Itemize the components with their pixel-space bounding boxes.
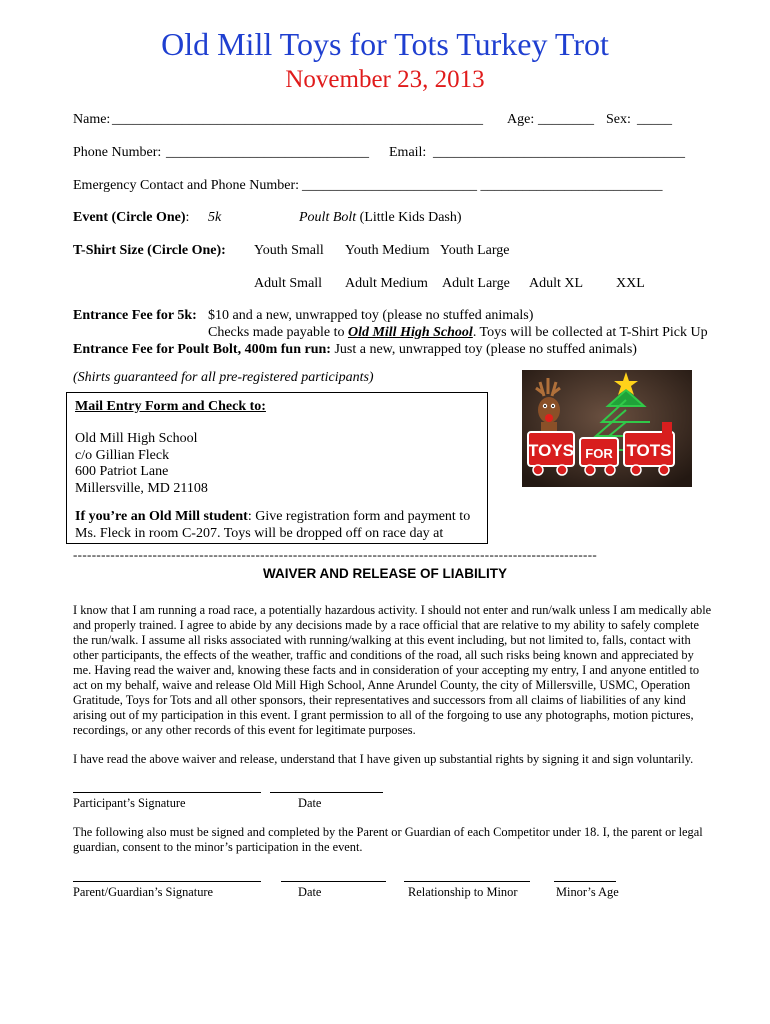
waiver-acknowledge: I have read the above waiver and release, understand that I have given up substantial rights by signing it and sign voluntarily. bbox=[73, 752, 694, 766]
event-option-5k[interactable]: 5k bbox=[208, 210, 222, 225]
section-divider: ---------------------------------------------------------------------------------------------------------------- bbox=[73, 547, 598, 562]
phone-field[interactable]: _____________________________ bbox=[166, 145, 369, 160]
sex-label: Sex: bbox=[606, 112, 631, 127]
checks-pre: Checks made payable to bbox=[208, 325, 345, 340]
checks-payable bbox=[208, 325, 708, 341]
relationship-label: Relationship to Minor bbox=[408, 885, 518, 899]
logo-word-tots: TOTS bbox=[626, 441, 672, 460]
email-field[interactable]: ____________________________________ bbox=[433, 145, 685, 160]
emergency-label: Emergency Contact and Phone Number: bbox=[73, 178, 300, 193]
guardian-signature-line[interactable] bbox=[73, 881, 261, 882]
student-label: If you’re an Old Mill student bbox=[75, 509, 248, 524]
mail-address-line: 600 Patriot Lane bbox=[75, 464, 169, 479]
tshirt-adult-medium[interactable]: Adult Medium bbox=[345, 276, 428, 291]
logo-word-for: FOR bbox=[585, 446, 613, 461]
poult-bolt-note: (Little Kids Dash) bbox=[359, 210, 462, 225]
fee-5k-label: Entrance Fee for 5k: bbox=[73, 308, 197, 323]
minors-age-line[interactable] bbox=[554, 881, 616, 882]
participant-signature-label: Participant’s Signature bbox=[73, 796, 186, 810]
guardian-date-line[interactable] bbox=[281, 881, 386, 882]
fee-poult-label: Entrance Fee for Poult Bolt, 400m fun run: bbox=[73, 342, 331, 357]
tshirt-adult-large[interactable]: Adult Large bbox=[442, 276, 510, 291]
participant-date-label: Date bbox=[298, 796, 322, 810]
checks-post: . Toys will be collected at T-Shirt Pick Up bbox=[472, 325, 708, 340]
fee-5k-text: $10 and a new, unwrapped toy (please no stuffed animals) bbox=[208, 308, 534, 323]
guardian-signature-label: Parent/Guardian’s Signature bbox=[73, 885, 214, 899]
minors-age-label: Minor’s Age bbox=[556, 885, 619, 899]
participant-signature-line[interactable] bbox=[73, 792, 261, 793]
age-field[interactable]: ________ bbox=[538, 112, 594, 127]
phone-label: Phone Number: bbox=[73, 145, 162, 160]
tshirt-adult-xl[interactable]: Adult XL bbox=[529, 276, 584, 291]
student-line2: Ms. Fleck in room C-207. Toys will be dropped off on race day at bbox=[75, 526, 444, 541]
mail-address-line: c/o Gillian Fleck bbox=[75, 448, 170, 463]
fee-poult-row bbox=[73, 342, 637, 358]
name-field[interactable]: _____________________________________________________ bbox=[112, 112, 483, 127]
fee-poult-text: Just a new, unwrapped toy (please no stuffed animals) bbox=[334, 342, 637, 357]
mail-address-line: Old Mill High School bbox=[75, 431, 198, 446]
name-label: Name: bbox=[73, 112, 111, 127]
page-title: Old Mill Toys for Tots Turkey Trot bbox=[161, 26, 609, 62]
event-label: Event (Circle One) bbox=[73, 210, 186, 225]
student-note bbox=[75, 509, 470, 525]
tshirt-youth-large[interactable]: Youth Large bbox=[440, 243, 510, 258]
guardian-paragraph: The following also must be signed and completed by the Parent or Guardian of each Competitor under 18. I, the parent or legal guardian, consent to the minor’s participation in the event. bbox=[73, 825, 703, 854]
email-label: Email: bbox=[389, 145, 427, 160]
tshirt-label: T-Shirt Size (Circle One): bbox=[73, 243, 226, 258]
emergency-field[interactable]: _________________________ __________________________ bbox=[302, 178, 663, 193]
waiver-heading: WAIVER AND RELEASE OF LIABILITY bbox=[262, 566, 507, 581]
relationship-line[interactable] bbox=[404, 881, 530, 882]
mail-address-line: Millersville, MD 21108 bbox=[75, 481, 208, 496]
mail-entry-box bbox=[66, 392, 488, 544]
poult-bolt-name: Poult Bolt bbox=[299, 210, 357, 225]
sex-field[interactable]: _____ bbox=[637, 112, 672, 127]
guardian-date-label: Date bbox=[298, 885, 322, 899]
logo-word-toys: TOYS bbox=[528, 441, 574, 460]
event-label-row bbox=[73, 210, 189, 226]
student-text: : Give registration form and payment to bbox=[247, 509, 471, 524]
toys-for-tots-logo bbox=[522, 370, 692, 487]
age-label: Age: bbox=[507, 112, 535, 127]
waiver-paragraph: I know that I am running a road race, a potentially hazardous activity. I should not enter and run/walk unless I am medically able and properly trained. I agree to abide by any decisions made by a race official that are relative to my ability to safely complete the run/walk. I assume all risks associated with running/walking at this event including, but not limited to, falls, contact with other participants, the effects of the weather, traffic and conditions of the road, all such risks being known and appreciated by me. Having read the waiver and, knowing these facts and in consideration of your accepting my entry, I and anyone entitled to act on my behalf, waive and release Old Mill High School, Anne Arundel County, the city of Millersville, USMC, Operation Gratitude, Toys for Tots and all other sponsors, their representatives and successors from all claims of liabilities of any kind arising out of my participation in this event. I grant permission to all of the forgoing to use any photographs, motion pictures, recordings, or any other records of this event for legitimate purposes. bbox=[73, 603, 712, 737]
event-colon: : bbox=[185, 210, 190, 225]
tshirt-adult-small[interactable]: Adult Small bbox=[254, 276, 323, 291]
event-date: November 23, 2013 bbox=[285, 66, 485, 93]
shirts-note: (Shirts guaranteed for all pre-registered participants) bbox=[73, 370, 374, 385]
tshirt-youth-small[interactable]: Youth Small bbox=[254, 243, 324, 258]
event-option-poult-bolt[interactable] bbox=[299, 210, 462, 226]
checks-payee: Old Mill High School bbox=[347, 325, 473, 340]
mail-heading: Mail Entry Form and Check to: bbox=[75, 399, 266, 414]
tshirt-xxl[interactable]: XXL bbox=[616, 276, 645, 291]
tshirt-youth-medium[interactable]: Youth Medium bbox=[345, 243, 430, 258]
participant-date-line[interactable] bbox=[270, 792, 383, 793]
